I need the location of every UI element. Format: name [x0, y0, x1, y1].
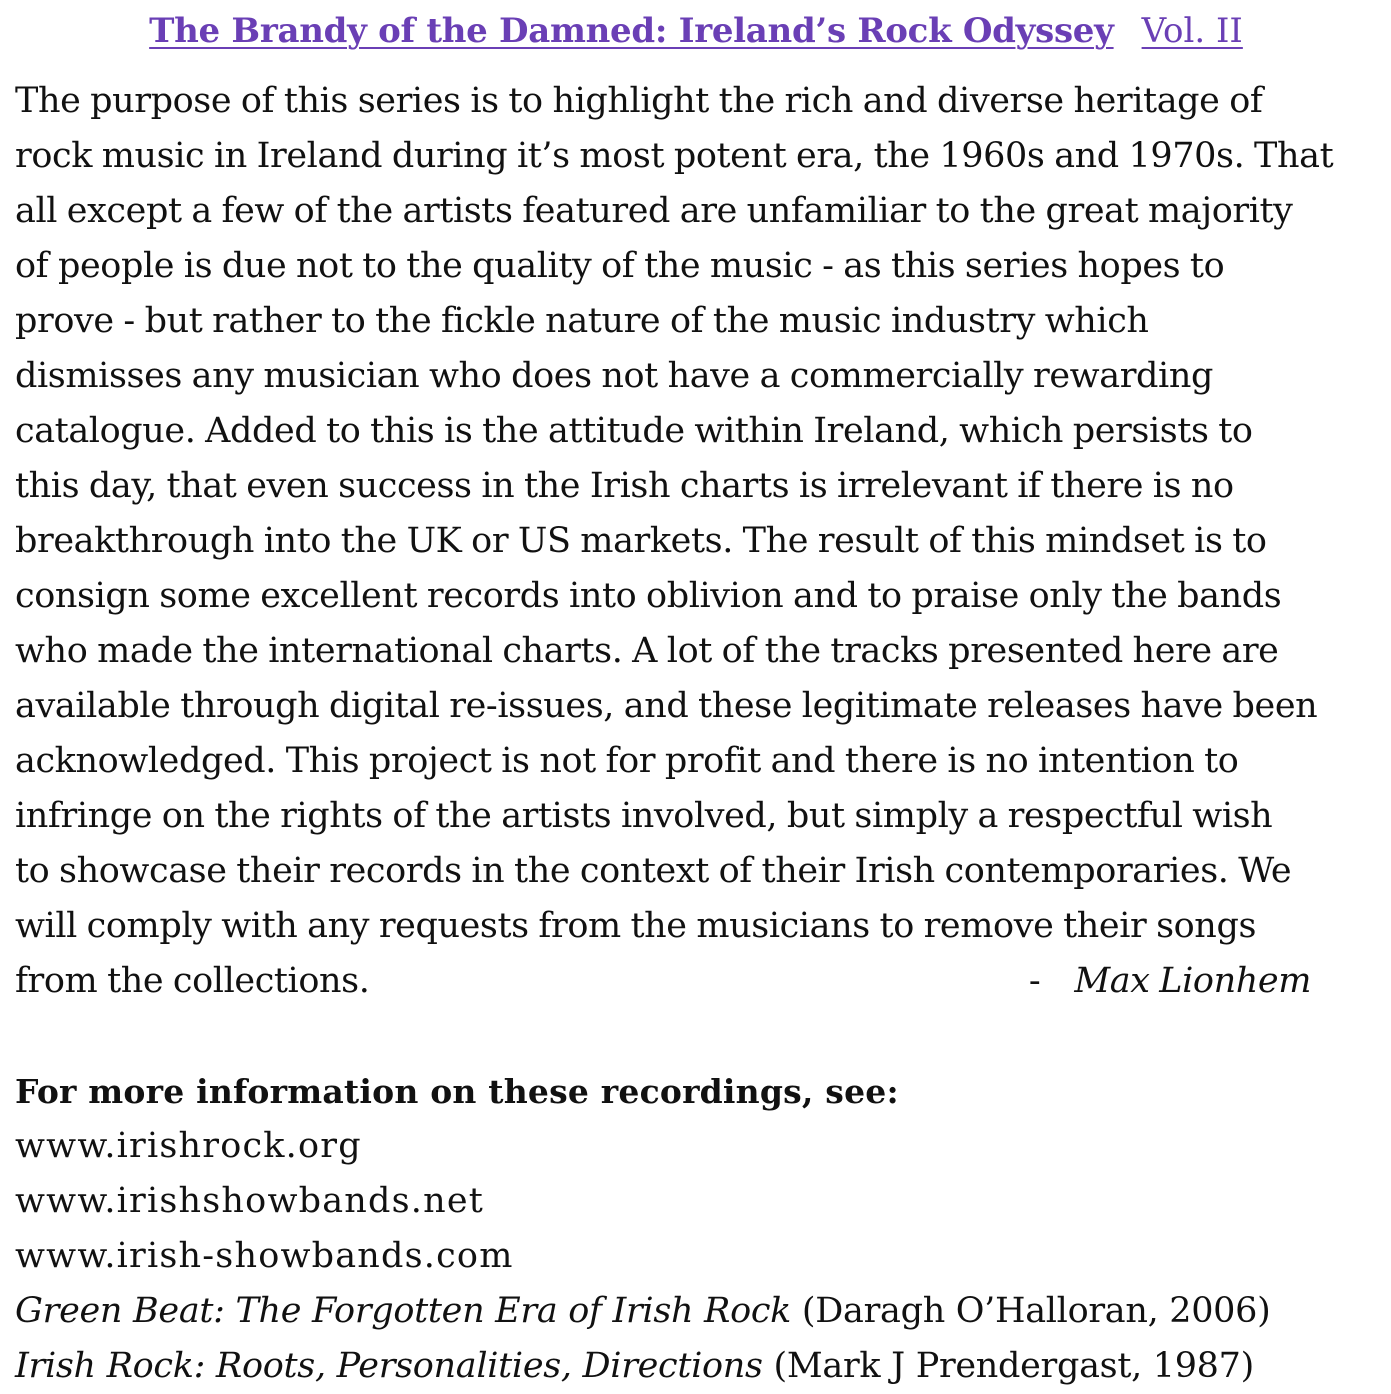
book-title: Irish Rock: Roots, Personalities, Directions	[15, 1346, 763, 1386]
title-link[interactable]	[149, 11, 1243, 51]
paragraph-line: infringe on the rights of the artists involved, but simply a respectful wish	[15, 796, 1273, 836]
url-irishshowbands-net[interactable]: www.irishshowbands.net	[15, 1181, 485, 1221]
signature-name: Max Lionhem	[1074, 961, 1311, 1001]
url-irish-showbands-com[interactable]: www.irish-showbands.com	[15, 1236, 514, 1276]
paragraph-line: rock music in Ireland during it’s most potent era, the 1960s and 1970s. That	[15, 136, 1334, 176]
paragraph-line: available through digital re-issues, and these legitimate releases have been	[15, 686, 1318, 726]
paragraph-line: prove - but rather to the fickle nature of the music industry which	[15, 301, 1149, 341]
book-title: Green Beat: The Forgotten Era of Irish Rock	[15, 1291, 792, 1331]
book-reference	[15, 1284, 1377, 1339]
paragraph-line: acknowledged. This project is not for profit and there is no intention to	[15, 741, 1239, 781]
paragraph-line: consign some excellent records into oblivion and to praise only the bands	[15, 576, 1282, 616]
paragraph-line: who made the international charts. A lot of the tracks presented here are	[15, 631, 1279, 671]
url-irishrock[interactable]: www.irishrock.org	[15, 1126, 362, 1166]
signature-line	[15, 954, 1377, 1009]
paragraph-line: dismisses any musician who does not have a commercially rewarding	[15, 356, 1213, 396]
intro-paragraph	[15, 74, 1377, 1009]
book-reference	[15, 1339, 1377, 1394]
paragraph-line: of people is due not to the quality of the music - as this series hopes to	[15, 246, 1225, 286]
volume-label: Vol. II	[1141, 11, 1243, 51]
paragraph-line: to showcase their records in the context of their Irish contemporaries. We	[15, 851, 1292, 891]
paragraph-line: all except a few of the artists featured are unfamiliar to the great majority	[15, 191, 1293, 231]
paragraph-line: this day, that even success in the Irish charts is irrelevant if there is no	[15, 466, 1234, 506]
paragraph-line: The purpose of this series is to highlight the rich and diverse heritage of	[15, 81, 1263, 121]
page-title: The Brandy of the Damned: Ireland’s Rock Odyssey	[149, 11, 1114, 51]
reference-list	[15, 1119, 1377, 1394]
paragraph-line: breakthrough into the UK or US markets. The result of this mindset is to	[15, 521, 1267, 561]
more-info-heading: For more information on these recordings, see:	[15, 1072, 899, 1111]
title-row	[15, 0, 1377, 50]
paragraph-line: catalogue. Added to this is the attitude within Ireland, which persists to	[15, 411, 1253, 451]
paragraph-line: will comply with any requests from the musicians to remove their songs	[15, 906, 1257, 946]
signature-dash: -	[1028, 961, 1041, 1001]
book-credit: (Daragh O’Halloran, 2006)	[801, 1291, 1271, 1331]
paragraph-last-line: from the collections.	[15, 961, 370, 1001]
book-credit: (Mark J Prendergast, 1987)	[773, 1346, 1254, 1386]
